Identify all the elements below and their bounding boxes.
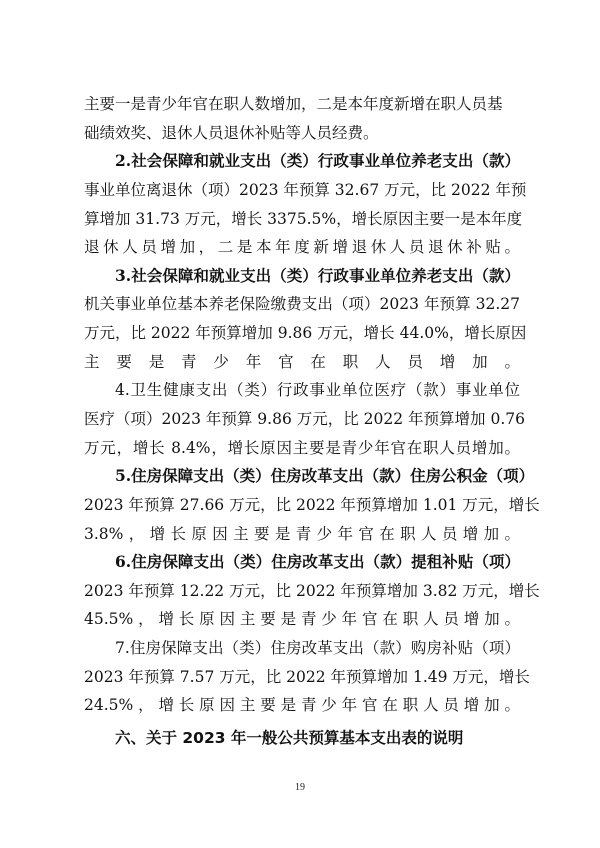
paragraph-item-4 (84, 376, 525, 462)
paragraph-item-6 (84, 548, 540, 634)
text-line: 24.5%，增长原因主要是青少年官在职人员增加。 (84, 696, 520, 715)
text-line: 主要一是青少年官在职人数增加，二是本年度新增在职人员基 (84, 95, 503, 113)
text-line: 机关事业单位基本养老保险缴费支出（项）2023 年预算 32.27 (84, 295, 520, 314)
text-line: 3.社会保障和就业支出（类）行政事业单位养老支出（款） (115, 265, 520, 285)
text-line: 5.住房保障支出（类）住房改革支出（款）住房公积金（项） (115, 466, 535, 486)
text-line: 础绩效奖、退休人员退休补贴等人员经费。 (84, 123, 379, 142)
paragraph-item-2 (84, 147, 527, 262)
text-line: 7.住房保障支出（类）住房改革支出（款）购房补贴（项） (115, 639, 520, 658)
page-number: 19 (295, 782, 305, 793)
text-line: 2023 年预算 7.57 万元，比 2022 年预算增加 1.49 万元，增长 (84, 667, 530, 686)
text-line: 2023 年预算 27.66 万元，比 2022 年预算增加 1.01 万元，增长 (84, 495, 540, 514)
text-line: 退休人员增加，二是本年度新增退休人员退休补贴。 (84, 238, 520, 257)
text-line: 万元，增长 8.4%，增长原因主要是青少年官在职人员增加。 (84, 438, 520, 457)
text-line: 2023 年预算 12.22 万元，比 2022 年预算增加 3.82 万元，增长 (84, 581, 540, 600)
section-heading: 六、关于 2023 年一般公共预算基本支出表的说明 (115, 729, 464, 747)
text-line: 45.5%，增长原因主要是青少年官在职人员增加。 (84, 610, 520, 629)
text-line: 万元，比 2022 年预算增加 9.86 万元，增长 44.0%，增长原因 (84, 324, 527, 343)
text-line: 4.卫生健康支出（类）行政事业单位医疗（款）事业单位 (115, 381, 520, 400)
text-line: 2.社会保障和就业支出（类）行政事业单位养老支出（款） (115, 151, 520, 171)
paragraph-item-3 (84, 262, 527, 377)
paragraph-item-7-wrapper (84, 634, 530, 720)
text-line: 医疗（项）2023 年预算 9.86 万元，比 2022 年预算增加 0.76 (84, 409, 525, 428)
text-line: 3.8%，增长原因主要是青少年官在职人员增加。 (84, 524, 520, 543)
text-line: 6.住房保障支出（类）住房改革支出（款）提租补贴（项） (115, 552, 520, 572)
text-line: 主要是青少年官在职人员增加。 (84, 352, 520, 371)
text-line: 算增加 31.73 万元，增长 3375.5%，增长原因主要一是本年度 (84, 209, 523, 228)
text-line: 事业单位离退休（项）2023 年预算 32.67 万元，比 2022 年预 (84, 180, 527, 199)
paragraph-item-5 (84, 462, 540, 548)
paragraph-continuation (84, 90, 520, 147)
